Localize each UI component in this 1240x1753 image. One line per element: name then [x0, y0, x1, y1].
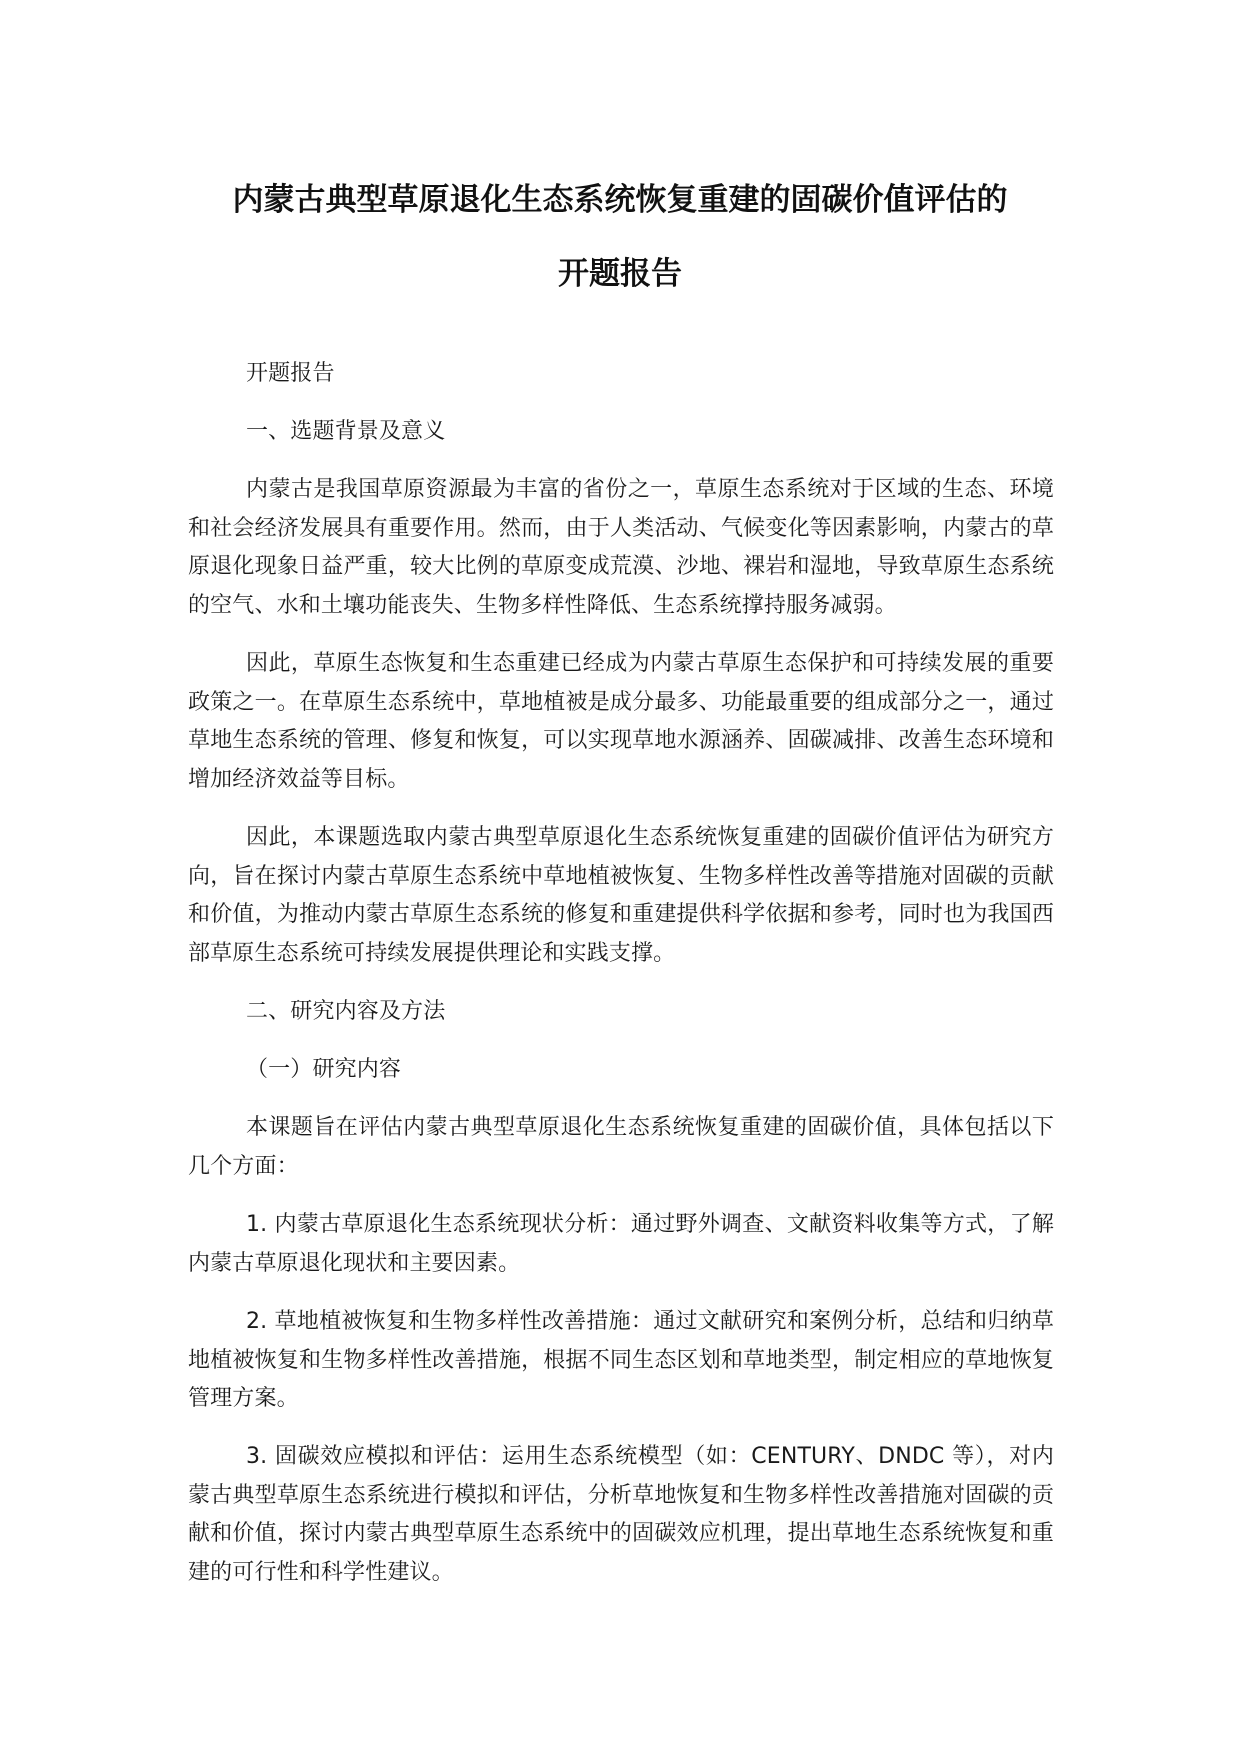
document-title-line-2: 开题报告	[558, 256, 682, 292]
paragraph-background-1: 内蒙古是我国草原资源最为丰富的省份之一，草原生态系统对于区域的生态、环境和社会经济发展具有重要作用。然而，由于人类活动、气候变化等因素影响，内蒙古的草原退化现象日益严重，较大比例的草原变成荒漠、沙地、裸岩和湿地，导致草原生态系统的空气、水和土壤功能丧失、生物多样性降低、生态系统撑持服务减弱。	[188, 477, 1054, 619]
paragraph-background-3: 因此，本课题选取内蒙古典型草原退化生态系统恢复重建的固碳价值评估为研究方向，旨在探讨内蒙古草原生态系统中草地植被恢复、生物多样性改善等措施对固碳的贡献和价值，为推动内蒙古草原生态系统的修复和重建提供科学依据和参考，同时也为我国西部草原生态系统可持续发展提供理论和实践支撑。	[188, 825, 1054, 967]
list-item-1: 1. 内蒙古草原退化生态系统现状分析：通过野外调查、文献资料收集等方式，了解内蒙古草原退化现状和主要因素。	[188, 1212, 1054, 1276]
document-title-line-1: 内蒙古典型草原退化生态系统恢复重建的固碳价值评估的	[232, 182, 1008, 218]
list-item-3: 3. 固碳效应模拟和评估：运用生态系统模型（如：CENTURY、DNDC 等），对内蒙古典型草原生态系统进行模拟和评估，分析草地恢复和生物多样性改善措施对固碳的贡献和价值，探讨内蒙古典型草原生态系统中的固碳效应机理，提出草地生态系统恢复和重建的可行性和科学性建议。	[188, 1444, 1054, 1586]
list-item-2: 2. 草地植被恢复和生物多样性改善措施：通过文献研究和案例分析，总结和归纳草地植被恢复和生物多样性改善措施，根据不同生态区划和草地类型，制定相应的草地恢复管理方案。	[188, 1309, 1054, 1412]
paragraph-background-2: 因此，草原生态恢复和生态重建已经成为内蒙古草原生态保护和可持续发展的重要政策之一。在草原生态系统中，草地植被是成分最多、功能最重要的组成部分之一，通过草地生态系统的管理、修复和恢复，可以实现草地水源涵养、固碳减排、改善生态环境和增加经济效益等目标。	[188, 651, 1054, 793]
section-heading-background: 一、选题背景及意义	[246, 419, 446, 444]
subsection-heading-content: （一）研究内容	[246, 1057, 402, 1082]
paragraph-content-intro: 本课题旨在评估内蒙古典型草原退化生态系统恢复重建的固碳价值，具体包括以下几个方面：	[188, 1115, 1054, 1179]
section-heading-methods: 二、研究内容及方法	[246, 999, 446, 1024]
section-label-report: 开题报告	[246, 361, 335, 386]
